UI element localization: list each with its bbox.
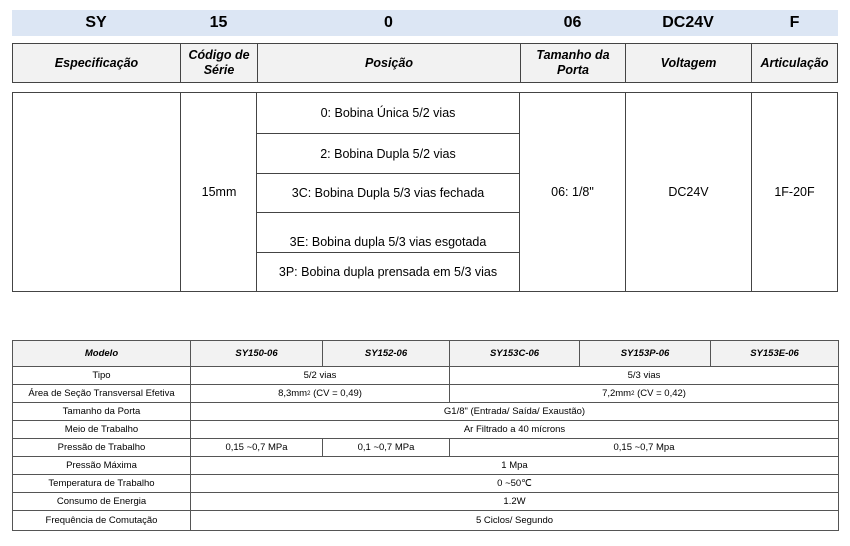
code-voltage: DC24V bbox=[662, 14, 714, 31]
spec-value: 1 Mpa bbox=[190, 456, 839, 475]
spec-value: Ar Filtrado a 40 mícrons bbox=[190, 420, 839, 439]
position-option: 3C: Bobina Dupla 5/3 vias fechada bbox=[256, 173, 520, 213]
spec-value-area-52 bbox=[190, 384, 450, 403]
header-voltage-label: Voltagem bbox=[660, 55, 717, 70]
header-series-line2: Série bbox=[203, 63, 235, 77]
area-cv: (CV = 0,49) bbox=[310, 388, 362, 399]
spec-value: 1.2W bbox=[190, 492, 839, 511]
spec-value: 0 ~50℃ bbox=[190, 474, 839, 493]
spec-value: 0,15 ~0,7 MPa bbox=[190, 438, 323, 457]
header-position-label: Posição bbox=[365, 55, 413, 70]
spec-header-model-name: SY150-06 bbox=[190, 340, 323, 367]
spec-row-label: Frequência de Comutação bbox=[12, 510, 191, 531]
area-value: 8,3mm bbox=[278, 388, 308, 399]
spec-row-label: Consumo de Energia bbox=[12, 492, 191, 511]
spec-row-label: Temperatura de Trabalho bbox=[12, 474, 191, 493]
code-series: 15 bbox=[209, 14, 228, 31]
spec-row-label: Tipo bbox=[12, 366, 191, 385]
code-articulation: F bbox=[789, 14, 800, 31]
spec-value: 5/2 vias bbox=[190, 366, 450, 385]
value-spec bbox=[12, 92, 181, 292]
spec-row-label: Tamanho da Porta bbox=[12, 402, 191, 421]
code-position: 0 bbox=[384, 14, 393, 31]
header-port-line1: Tamanho da bbox=[536, 48, 610, 62]
position-option: 3E: Bobina dupla 5/3 vias esgotada bbox=[256, 212, 520, 253]
spec-header-model-name: SY153P-06 bbox=[579, 340, 711, 367]
position-option: 3P: Bobina dupla prensada em 5/3 vias bbox=[256, 252, 520, 292]
header-articulation bbox=[751, 43, 838, 83]
value-voltage: DC24V bbox=[625, 92, 752, 292]
header-port-line2: Porta bbox=[557, 63, 589, 77]
spec-header-model-name: SY152-06 bbox=[322, 340, 450, 367]
header-port bbox=[520, 43, 626, 83]
value-series: 15mm bbox=[180, 92, 258, 292]
spec-value: 5 Ciclos/ Segundo bbox=[190, 510, 839, 531]
spec-value: 0,1 ~0,7 MPa bbox=[322, 438, 450, 457]
spec-value: 0,15 ~0,7 Mpa bbox=[449, 438, 839, 457]
spec-row-label: Área de Seção Transversal Efetiva bbox=[12, 384, 191, 403]
code-spec: SY bbox=[85, 14, 107, 31]
area-cv: (CV = 0,42) bbox=[634, 388, 686, 399]
header-series-line1: Código de bbox=[188, 48, 250, 62]
position-option: 0: Bobina Única 5/2 vias bbox=[256, 92, 520, 134]
area-value: 7,2mm bbox=[602, 388, 632, 399]
header-series bbox=[180, 43, 258, 83]
spec-row-label: Meio de Trabalho bbox=[12, 420, 191, 439]
position-option: 2: Bobina Dupla 5/2 vias bbox=[256, 133, 520, 174]
spec-value: G1/8" (Entrada/ Saída/ Exaustão) bbox=[190, 402, 839, 421]
spec-row-label: Pressão de Trabalho bbox=[12, 438, 191, 457]
header-spec-label: Especificação bbox=[54, 55, 139, 70]
value-port: 06: 1/8" bbox=[519, 92, 626, 292]
spec-header-model: Modelo bbox=[12, 340, 191, 367]
header-articulation-label: Articulação bbox=[760, 55, 829, 70]
code-port: 06 bbox=[563, 14, 582, 31]
value-articulation: 1F-20F bbox=[751, 92, 838, 292]
header-position bbox=[257, 43, 521, 83]
header-voltage bbox=[625, 43, 752, 83]
area-unit-exponent: 2 bbox=[631, 390, 635, 397]
spec-value-area-53 bbox=[449, 384, 839, 403]
spec-value: 5/3 vias bbox=[449, 366, 839, 385]
header-spec bbox=[12, 43, 181, 83]
spec-row-label: Pressão Máxima bbox=[12, 456, 191, 475]
spec-header-model-name: SY153E-06 bbox=[710, 340, 839, 367]
spec-header-model-name: SY153C-06 bbox=[449, 340, 580, 367]
area-unit-exponent: 2 bbox=[307, 390, 311, 397]
